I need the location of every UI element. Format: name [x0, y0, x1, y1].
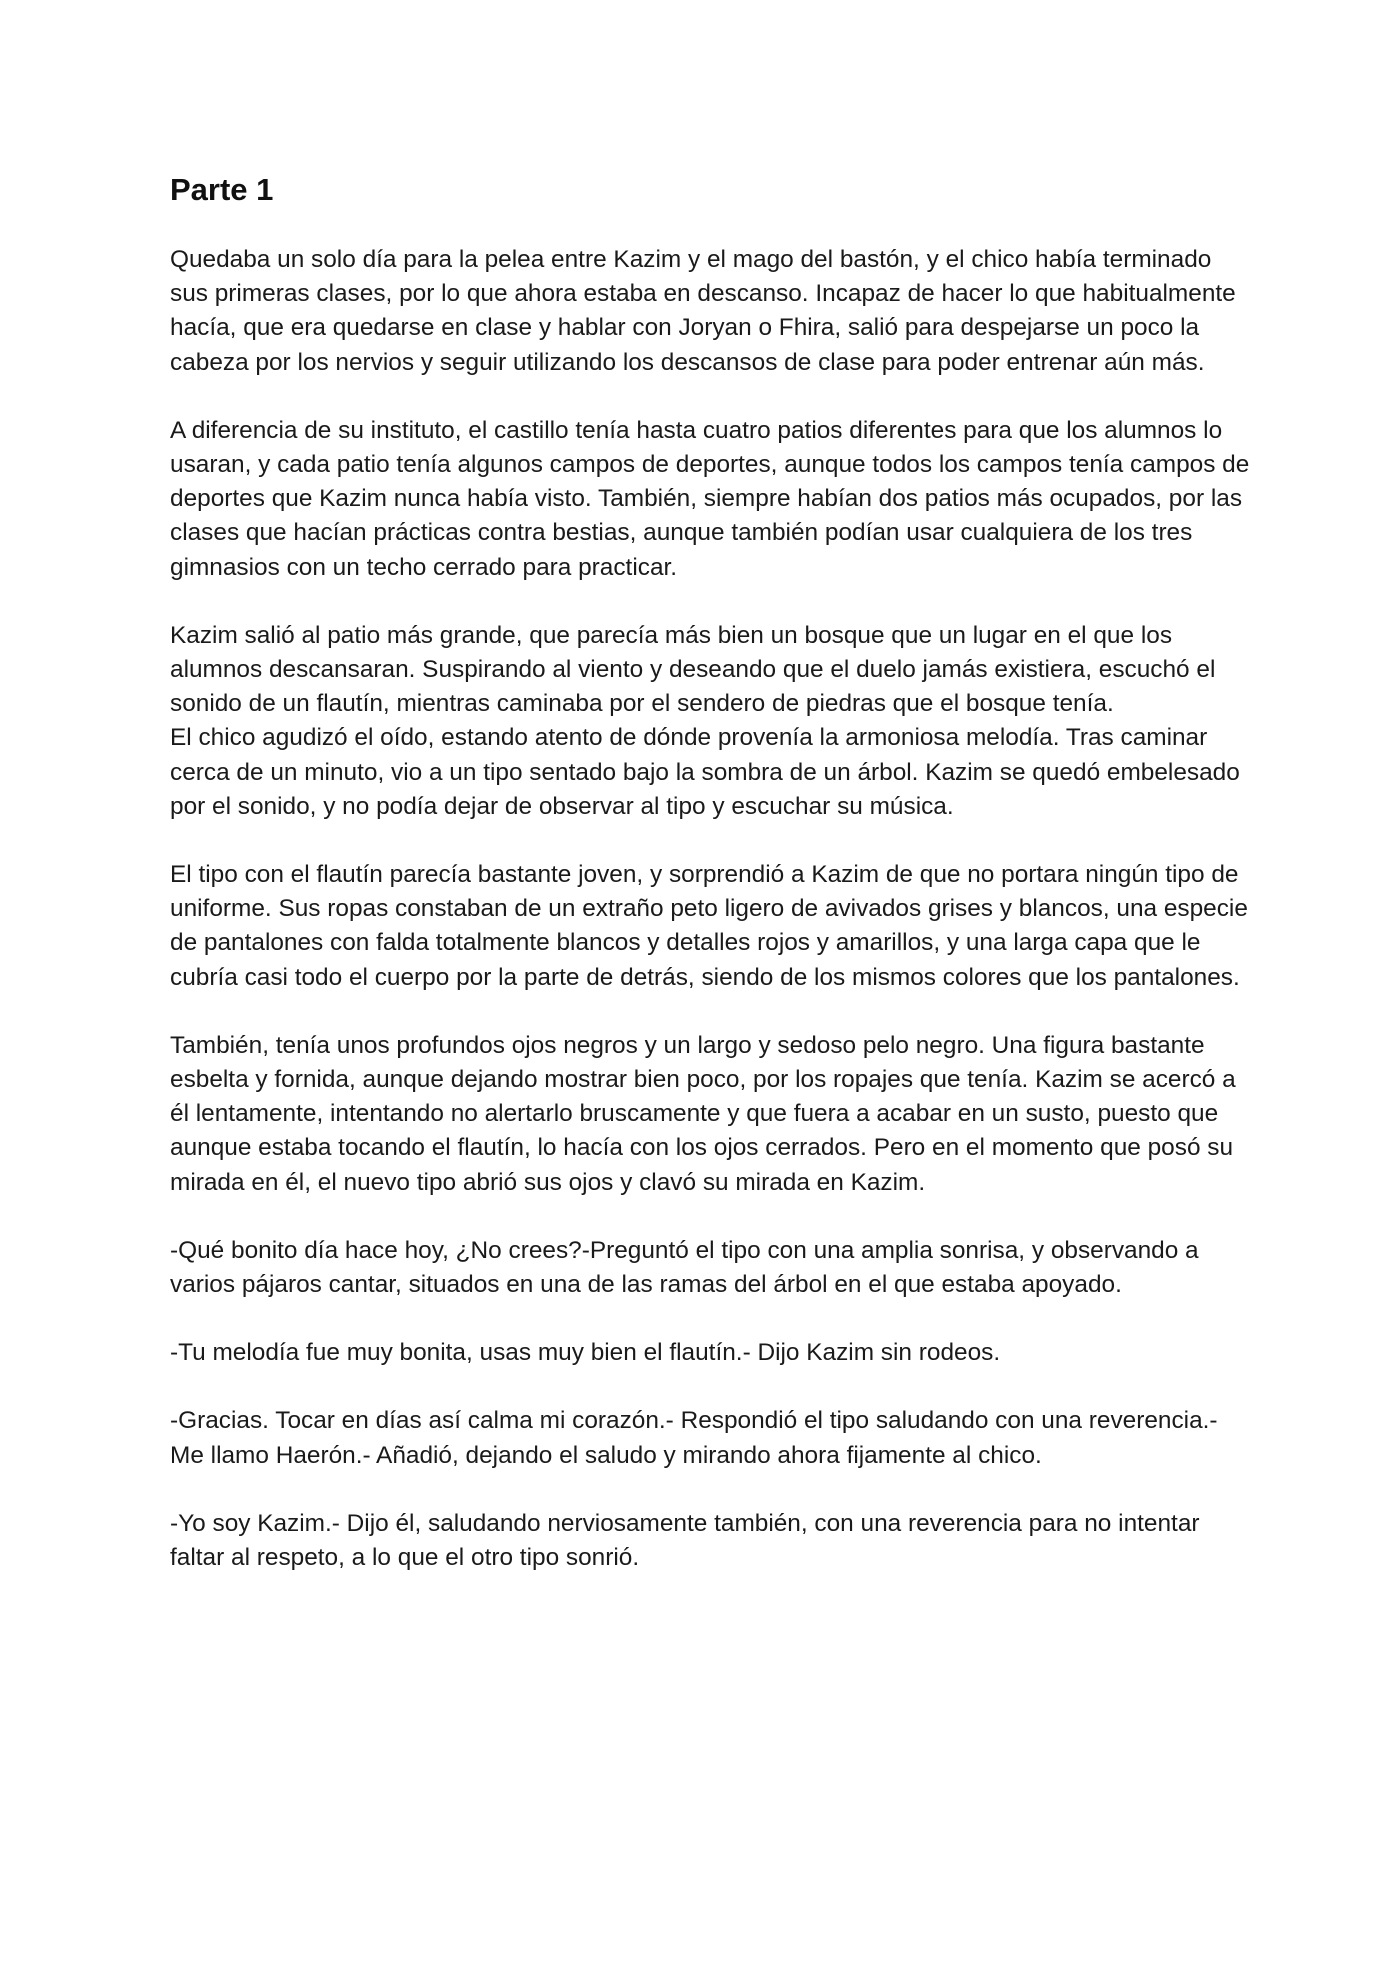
chapter-heading: Parte 1 [170, 172, 274, 207]
paragraph-6: También, tenía unos profundos ojos negros y un largo y sedoso pelo negro. Una figura bastante esbelta y fornida, aunque dejando mostrar bien poco, por los ropajes que tenía. Kazim se acercó a él lentamente, intentando no alertarlo bruscamente y que fuera a acabar en un susto, puesto que aunque estaba tocando el flautín, lo hacía con los ojos cerrados. Pero en el momento que posó su mirada en él, el nuevo tipo abrió sus ojos y clavó su mirada en Kazim. [170, 1031, 1236, 1196]
document-body [170, 168, 1250, 1609]
paragraph-10: -Yo soy Kazim.- Dijo él, saludando nerviosamente también, con una reverencia para no intentar faltar al respeto, a lo que el otro tipo sonrió. [170, 1509, 1200, 1572]
paragraph-4: El chico agudizó el oído, estando atento de dónde provenía la armoniosa melodía. Tras caminar cerca de un minuto, vio a un tipo sentado bajo la sombra de un árbol. Kazim se quedó embelesado por el sonido, y no podía dejar de observar al tipo y escuchar su música. [170, 724, 1240, 820]
paragraph-5: El tipo con el flautín parecía bastante joven, y sorprendió a Kazim de que no portara ningún tipo de uniforme. Sus ropas constaban de un extraño peto ligero de avivados grises y blancos, una especie de pantalones con falda totalmente blancos y detalles rojos y amarillos, y una larga capa que le cubría casi todo el cuerpo por la parte de detrás, siendo de los mismos colores que los pantalones. [170, 861, 1248, 991]
paragraph-9: -Gracias. Tocar en días así calma mi corazón.- Respondió el tipo saludando con una reverencia.- Me llamo Haerón.- Añadió, dejando el saludo y mirando ahora fijamente al chico. [170, 1407, 1218, 1469]
paragraph-1: Quedaba un solo día para la pelea entre Kazim y el mago del bastón, y el chico había terminado sus primeras clases, por lo que ahora estaba en descanso. Incapaz de hacer lo que habitualmente hacía, que era quedarse en clase y hablar con Joryan o Fhira, salió para despejarse un poco la cabeza por los nervios y seguir utilizando los descansos de clase para poder entrenar aún más. [170, 246, 1236, 376]
paragraph-8: -Tu melodía fue muy bonita, usas muy bien el flautín.- Dijo Kazim sin rodeos. [170, 1339, 1001, 1367]
paragraph-7: -Qué bonito día hace hoy, ¿No crees?-Preguntó el tipo con una amplia sonrisa, y observando a varios pájaros cantar, situados en una de las ramas del árbol en el que estaba apoyado. [170, 1236, 1199, 1299]
paragraph-2: A diferencia de su instituto, el castillo tenía hasta cuatro patios diferentes para que los alumnos lo usaran, y cada patio tenía algunos campos de deportes, aunque todos los campos tenía campos de deportes que Kazim nunca había visto. También, siempre habían dos patios más ocupados, por las clases que hacían prácticas contra bestias, aunque también podían usar cualquiera de los tres gimnasios con un techo cerrado para practicar. [170, 416, 1250, 581]
paragraph-3: Kazim salió al patio más grande, que parecía más bien un bosque que un lugar en el que los alumnos descansaran. Suspirando al viento y deseando que el duelo jamás existiera, escuchó el sonido de un flautín, mientras caminaba por el sendero de piedras que el bosque tenía. [170, 621, 1216, 718]
